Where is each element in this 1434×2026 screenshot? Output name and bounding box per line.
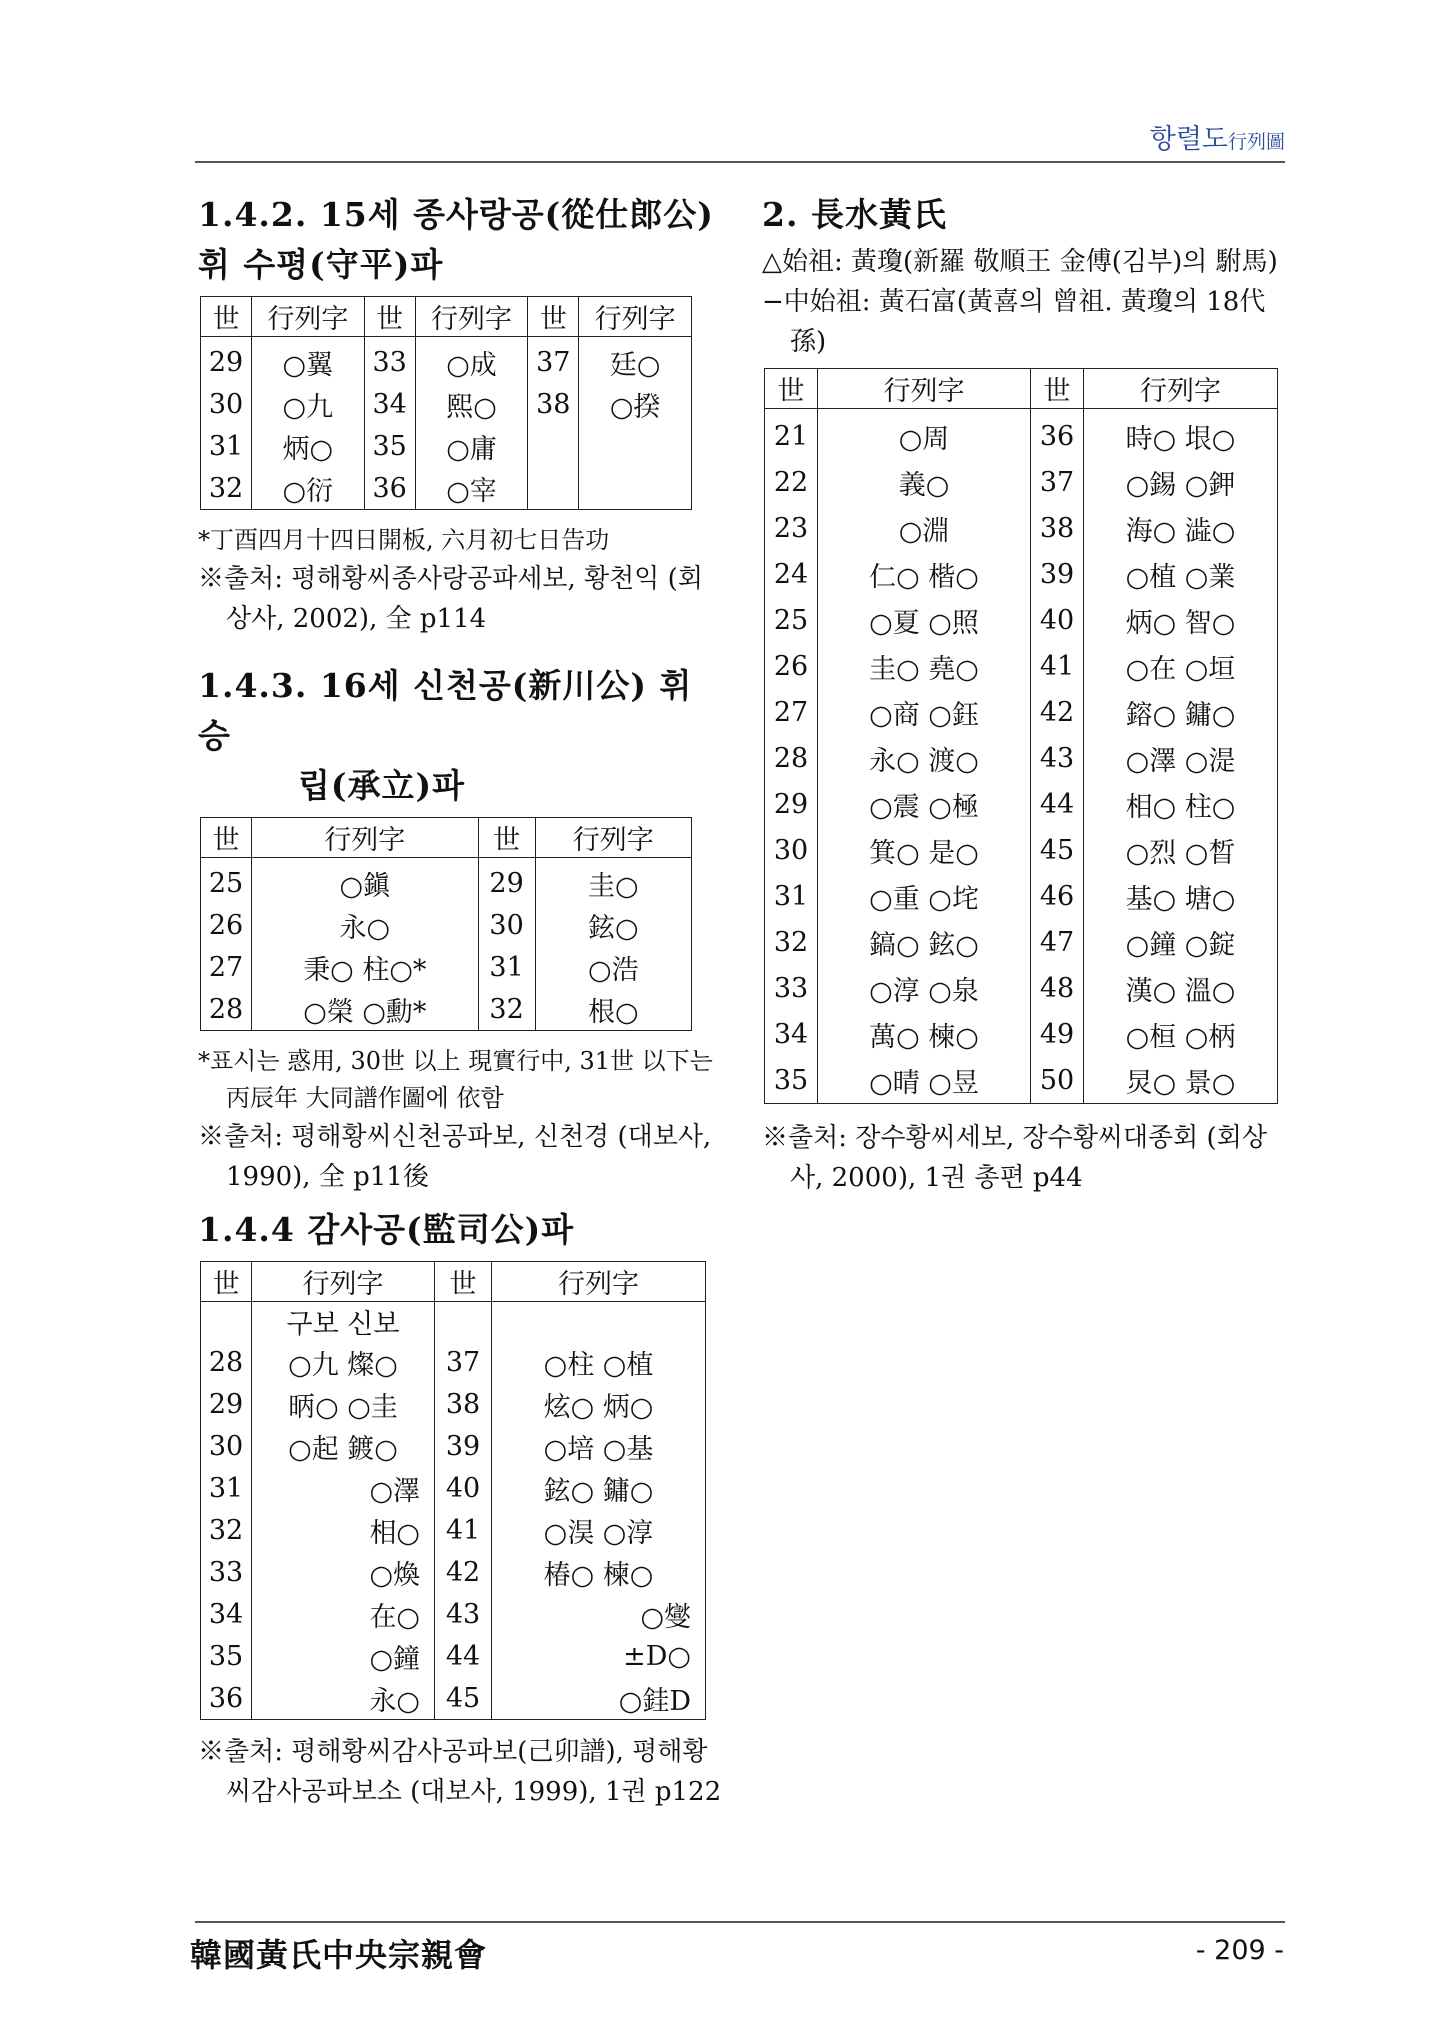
gen-cell: 33	[364, 337, 415, 384]
gen-cell: 30	[201, 383, 252, 425]
col-header: 行列字	[252, 297, 365, 337]
founder-note: △始祖: 黃瓊(新羅 敬順王 金傅(김부)의 駙馬)	[762, 247, 1278, 277]
col-header: 行列字	[535, 818, 691, 858]
gen-cell: 29	[201, 1383, 252, 1425]
gen-cell: 31	[201, 425, 252, 467]
char-cell: ○淵	[818, 505, 1031, 551]
char-cell: 根○	[535, 988, 691, 1031]
col-header: 世	[478, 818, 535, 858]
table-row	[201, 946, 692, 988]
char-cell: ○鎭	[252, 858, 479, 905]
table-row	[765, 409, 1278, 460]
gen-cell: 29	[765, 781, 818, 827]
gen-cell: 32	[201, 467, 252, 510]
gen-cell: 39	[1031, 551, 1084, 597]
table-row	[765, 505, 1278, 551]
left-column	[198, 190, 728, 1812]
gen-cell: 43	[435, 1593, 492, 1635]
gen-cell: 25	[765, 597, 818, 643]
gen-cell: 24	[765, 551, 818, 597]
table-row	[201, 988, 692, 1031]
col-header: 世	[201, 1262, 252, 1302]
gen-cell: 45	[1031, 827, 1084, 873]
table-row	[765, 827, 1278, 873]
gen-cell: 38	[435, 1383, 492, 1425]
gen-cell: 45	[435, 1677, 492, 1720]
gen-cell: 22	[765, 459, 818, 505]
char-cell	[579, 425, 692, 467]
col-header: 行列字	[492, 1262, 706, 1302]
gen-cell: 38	[528, 383, 579, 425]
gen-cell: 50	[1031, 1057, 1084, 1104]
char-cell: ○揆	[579, 383, 692, 425]
col-header: 行列字	[252, 1262, 435, 1302]
table-row	[201, 1593, 706, 1635]
gen-cell: 41	[1031, 643, 1084, 689]
table-row	[201, 1341, 706, 1383]
char-cell: ○周	[818, 409, 1031, 460]
table-row	[765, 1057, 1278, 1104]
char-cell	[492, 1302, 706, 1342]
table-row	[765, 873, 1278, 919]
char-cell: ○晴 ○昱	[818, 1057, 1031, 1104]
gen-cell	[201, 1302, 252, 1342]
col-header: 行列字	[415, 297, 528, 337]
char-cell: 義○	[818, 459, 1031, 505]
table-row	[765, 689, 1278, 735]
gen-cell: 37	[528, 337, 579, 384]
mid-founder-note: −中始祖: 黃石富(黃喜의 曾祖. 黃瓊의 18代孫)	[762, 287, 1266, 357]
gen-cell: 33	[201, 1551, 252, 1593]
gen-cell: 44	[1031, 781, 1084, 827]
source-note: ※출처: 평해황씨신천공파보, 신천경 (대보사, 1990), 全 p11後	[198, 1122, 712, 1192]
char-cell: 鎔○ 鏞○	[1084, 689, 1278, 735]
char-cell: 永○	[252, 1677, 435, 1720]
char-cell: ○銈D	[492, 1677, 706, 1720]
char-cell: 熙○	[415, 383, 528, 425]
col-header: 世	[201, 297, 252, 337]
char-cell: ○柱 ○植	[492, 1341, 706, 1383]
section-heading-cont: 립(承立)파	[298, 766, 465, 805]
header-rule	[195, 161, 1285, 163]
gen-cell	[528, 467, 579, 510]
table-row	[765, 919, 1278, 965]
table-row	[765, 1011, 1278, 1057]
gen-cell: 32	[201, 1509, 252, 1551]
gen-cell: 36	[364, 467, 415, 510]
gen-cell: 48	[1031, 965, 1084, 1011]
table-row	[201, 1383, 706, 1425]
char-cell: ○商 ○鈺	[818, 689, 1031, 735]
table-row	[201, 467, 692, 510]
char-cell: 炳○ 智○	[1084, 597, 1278, 643]
char-cell: ○重 ○垞	[818, 873, 1031, 919]
char-cell: ○成	[415, 337, 528, 384]
header-main: 항렬도	[1149, 124, 1228, 155]
table-gamsa	[200, 1261, 706, 1720]
char-cell: ○燮	[492, 1593, 706, 1635]
gen-cell: 28	[765, 735, 818, 781]
gen-cell: 26	[201, 904, 252, 946]
char-cell: 萬○ 楝○	[818, 1011, 1031, 1057]
gen-cell: 40	[435, 1467, 492, 1509]
char-cell: 仁○ 楷○	[818, 551, 1031, 597]
char-cell: ○澤 ○湜	[1084, 735, 1278, 781]
char-cell: ±D○	[492, 1635, 706, 1677]
col-header: 世	[528, 297, 579, 337]
running-header	[195, 112, 1285, 162]
table-row	[201, 904, 692, 946]
gen-cell: 30	[478, 904, 535, 946]
char-cell: ○烈 ○晳	[1084, 827, 1278, 873]
gen-cell: 37	[435, 1341, 492, 1383]
char-cell: 昞○ ○圭	[252, 1383, 435, 1425]
gen-cell: 27	[201, 946, 252, 988]
gen-cell: 25	[201, 858, 252, 905]
gen-cell: 31	[478, 946, 535, 988]
gen-cell: 41	[435, 1509, 492, 1551]
char-cell: 椿○ 楝○	[492, 1551, 706, 1593]
gen-cell: 21	[765, 409, 818, 460]
col-header: 世	[435, 1262, 492, 1302]
table-row	[765, 551, 1278, 597]
char-cell: 在○	[252, 1593, 435, 1635]
gen-cell: 44	[435, 1635, 492, 1677]
source-note: ※출처: 평해황씨감사공파보(己卯譜), 평해황씨감사공파보소 (대보사, 1999), 1권 p122	[198, 1737, 722, 1807]
table-row	[201, 1425, 706, 1467]
gen-cell	[528, 425, 579, 467]
gen-cell: 26	[765, 643, 818, 689]
gen-cell: 34	[765, 1011, 818, 1057]
section-heading: 2. 長水黃氏	[762, 195, 947, 234]
col-header: 行列字	[579, 297, 692, 337]
table-row	[201, 1551, 706, 1593]
table-row	[201, 858, 692, 905]
col-header: 行列字	[1084, 369, 1278, 409]
char-cell: ○夏 ○照	[818, 597, 1031, 643]
char-cell: 圭○	[535, 858, 691, 905]
char-cell: ○煥	[252, 1551, 435, 1593]
table-row	[201, 1509, 706, 1551]
gen-cell: 28	[201, 988, 252, 1031]
gen-cell: 32	[478, 988, 535, 1031]
col-header: 世	[201, 818, 252, 858]
gen-cell: 32	[765, 919, 818, 965]
char-cell: ○培 ○基	[492, 1425, 706, 1467]
footer-logo: 韓國黃氏中央宗親會	[190, 1936, 488, 1974]
gen-cell: 29	[478, 858, 535, 905]
char-cell: ○宰	[415, 467, 528, 510]
char-cell: ○淏 ○淳	[492, 1509, 706, 1551]
char-cell: ○在 ○垣	[1084, 643, 1278, 689]
char-cell: ○植 ○業	[1084, 551, 1278, 597]
gen-cell: 36	[201, 1677, 252, 1720]
char-cell: ○起 鍍○	[252, 1425, 435, 1467]
char-cell: 炅○ 景○	[1084, 1057, 1278, 1104]
page-number: - 209 -	[1195, 1935, 1284, 1966]
char-cell: 鎬○ 鉉○	[818, 919, 1031, 965]
gen-cell	[435, 1302, 492, 1342]
header-sub: 行列圖	[1227, 131, 1285, 153]
col-header: 行列字	[252, 818, 479, 858]
gen-cell: 42	[435, 1551, 492, 1593]
gen-cell: 37	[1031, 459, 1084, 505]
gen-cell: 49	[1031, 1011, 1084, 1057]
char-cell: 永○ 渡○	[818, 735, 1031, 781]
table-note: *표시는 惑用, 30世 以上 現實行中, 31世 以下는 丙辰年 大同譜作圖에 依함	[198, 1047, 713, 1112]
table-row	[201, 383, 692, 425]
char-cell: 時○ 垠○	[1084, 409, 1278, 460]
char-cell: ○九 燦○	[252, 1341, 435, 1383]
gen-cell: 27	[765, 689, 818, 735]
char-cell: ○震 ○極	[818, 781, 1031, 827]
gen-cell: 38	[1031, 505, 1084, 551]
gen-cell: 23	[765, 505, 818, 551]
char-cell: 相○	[252, 1509, 435, 1551]
table-row	[201, 425, 692, 467]
gen-cell: 35	[201, 1635, 252, 1677]
gen-cell: 35	[765, 1057, 818, 1104]
char-cell: ○榮 ○勳*	[252, 988, 479, 1031]
gen-cell: 34	[201, 1593, 252, 1635]
gen-cell: 30	[765, 827, 818, 873]
char-cell: ○庸	[415, 425, 528, 467]
gen-cell: 34	[364, 383, 415, 425]
char-cell: 炳○	[252, 425, 365, 467]
section-heading-cont: 휘 수평(守平)파	[198, 245, 444, 284]
gen-cell: 46	[1031, 873, 1084, 919]
char-cell: ○翼	[252, 337, 365, 384]
char-cell: ○桓 ○柄	[1084, 1011, 1278, 1057]
char-cell: 海○ 澁○	[1084, 505, 1278, 551]
table-row	[201, 1635, 706, 1677]
char-cell	[579, 467, 692, 510]
gen-cell: 28	[201, 1341, 252, 1383]
table-subhead-row	[201, 1302, 706, 1342]
gen-cell: 33	[765, 965, 818, 1011]
table-row	[765, 965, 1278, 1011]
char-cell: 鉉○	[535, 904, 691, 946]
char-cell: 廷○	[579, 337, 692, 384]
char-cell: 鉉○ 鏞○	[492, 1467, 706, 1509]
table-row	[201, 1467, 706, 1509]
gen-cell: 29	[201, 337, 252, 384]
gen-cell: 35	[364, 425, 415, 467]
gen-cell: 31	[201, 1467, 252, 1509]
gen-cell: 47	[1031, 919, 1084, 965]
char-cell: ○鐘	[252, 1635, 435, 1677]
header-title	[1150, 117, 1285, 156]
char-cell: 圭○ 堯○	[818, 643, 1031, 689]
char-cell: ○衍	[252, 467, 365, 510]
char-cell: 基○ 塘○	[1084, 873, 1278, 919]
gen-cell: 31	[765, 873, 818, 919]
section-heading: 1.4.2. 15세 종사랑공(從仕郎公)	[198, 195, 714, 234]
char-cell: ○錫 ○鉀	[1084, 459, 1278, 505]
source-note: ※출처: 평해황씨종사랑공파세보, 황천익 (회상사, 2002), 全 p114	[198, 564, 703, 634]
char-cell: ○淳 ○泉	[818, 965, 1031, 1011]
col-header: 世	[364, 297, 415, 337]
table-row	[765, 735, 1278, 781]
gen-cell: 30	[201, 1425, 252, 1467]
gen-cell: 39	[435, 1425, 492, 1467]
char-cell: 秉○ 柱○*	[252, 946, 479, 988]
col-header: 世	[1031, 369, 1084, 409]
gen-cell: 42	[1031, 689, 1084, 735]
subhead-cell: 구보 신보	[252, 1302, 435, 1342]
table-row	[201, 1677, 706, 1720]
col-header: 世	[765, 369, 818, 409]
table-note: *丁酉四月十四日開板, 六月初七日告功	[198, 526, 610, 554]
table-row	[201, 337, 692, 384]
table-row	[765, 781, 1278, 827]
right-column	[762, 190, 1287, 1198]
gen-cell: 43	[1031, 735, 1084, 781]
gen-cell: 36	[1031, 409, 1084, 460]
col-header: 行列字	[818, 369, 1031, 409]
char-cell: 永○	[252, 904, 479, 946]
char-cell: 漢○ 溫○	[1084, 965, 1278, 1011]
gen-cell: 40	[1031, 597, 1084, 643]
footer-rule	[195, 1921, 1285, 1923]
table-sincheon	[200, 817, 692, 1031]
char-cell: ○澤	[252, 1467, 435, 1509]
char-cell: 炫○ 炳○	[492, 1383, 706, 1425]
char-cell: 箕○ 是○	[818, 827, 1031, 873]
table-jongsarang	[200, 296, 692, 510]
section-heading: 1.4.3. 16세 신천공(新川公) 휘 승	[198, 666, 693, 755]
section-heading: 1.4.4 감사공(監司公)파	[198, 1210, 575, 1249]
char-cell: ○浩	[535, 946, 691, 988]
table-row	[765, 459, 1278, 505]
table-row	[765, 643, 1278, 689]
source-note: ※출처: 장수황씨세보, 장수황씨대종회 (회상사, 2000), 1권 총편 p44	[762, 1123, 1267, 1193]
char-cell: ○鐘 ○錠	[1084, 919, 1278, 965]
char-cell: ○九	[252, 383, 365, 425]
table-row	[765, 597, 1278, 643]
char-cell: 相○ 柱○	[1084, 781, 1278, 827]
table-jangsu	[764, 368, 1278, 1104]
